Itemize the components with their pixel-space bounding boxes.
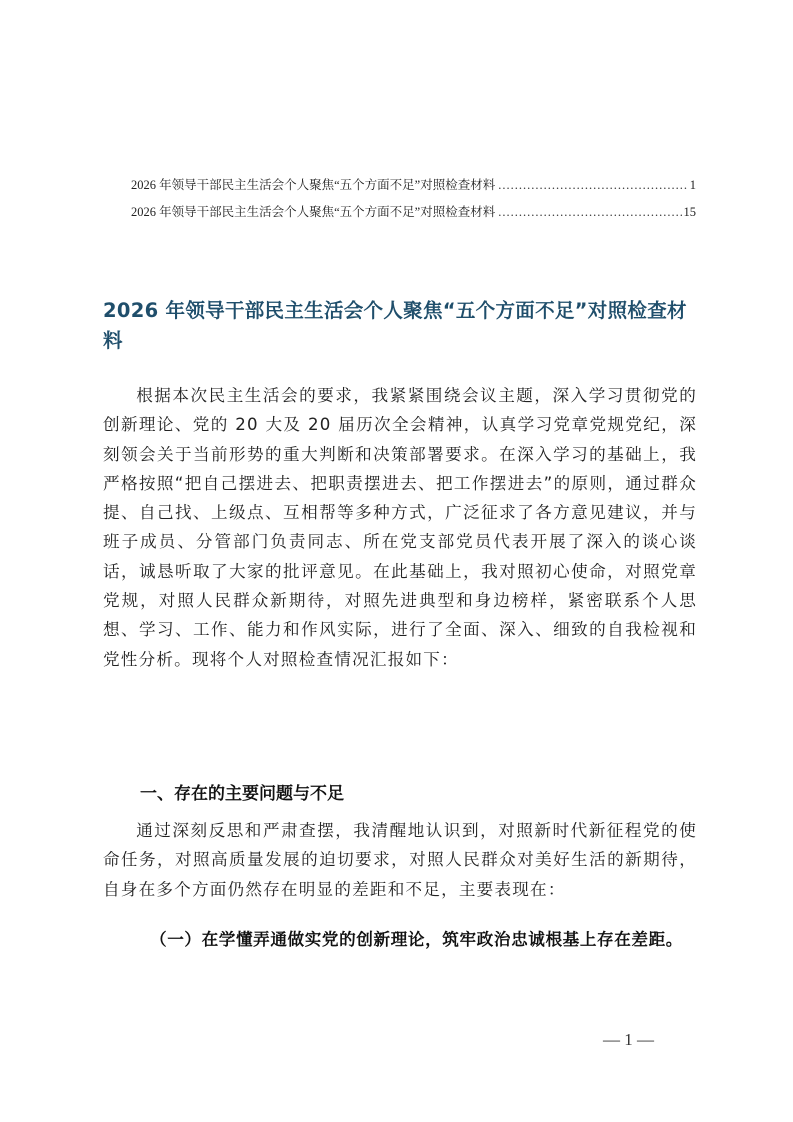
toc-entry[interactable]	[131, 172, 696, 199]
toc-entry-page: 15	[683, 205, 696, 219]
toc-entry-title: 2026 年领导干部民主生活会个人聚焦“五个方面不足”对照检查材料	[131, 205, 496, 219]
intro-paragraph-block	[103, 381, 697, 674]
table-of-contents	[131, 172, 696, 226]
subsection-heading: （一）在学懂弄通做实党的创新理论，筑牢政治忠诚根基上存在差距。	[150, 930, 684, 949]
intro-paragraph: 根据本次民主生活会的要求，我紧紧围绕会议主题，深入学习贯彻党的创新理论、党的 20 大及 20 届历次全会精神，认真学习党章党规党纪，深刻领会关于当前形势的重大判断和决策部署要求。在深入学习的基础上，我严格按照“把自己摆进去、把职责摆进去、把工作摆进去”的原则，通过群众提、自己找、上级点、互相帮等多种方式，广泛征求了各方意见建议，并与班子成员、分管部门负责同志、所在党支部党员代表开展了深入的谈心谈话，诚恳听取了大家的批评意见。在此基础上，我对照初心使命，对照党章党规，对照人民群众新期待，对照先进典型和身边榜样，紧密联系个人思想、学习、工作、能力和作风实际，进行了全面、深入、细致的自我检视和党性分析。现将个人对照检查情况汇报如下：	[103, 386, 697, 669]
toc-entry-title: 2026 年领导干部民主生活会个人聚焦“五个方面不足”对照检查材料	[131, 178, 496, 192]
toc-leader-dots	[498, 172, 688, 199]
page-number: — 1 —	[603, 1030, 654, 1049]
toc-entry-page: 1	[689, 178, 696, 192]
section-paragraph: 通过深刻反思和严肃查摆，我清醒地认识到，对照新时代新征程党的使命任务，对照高质量发展的迫切要求，对照人民群众对美好生活的新期待，自身在多个方面仍然存在明显的差距和不足，主要表现在：	[103, 821, 697, 899]
toc-leader-dots	[498, 199, 681, 226]
toc-entry[interactable]	[131, 199, 696, 226]
section-heading: 一、存在的主要问题与不足	[140, 784, 344, 804]
section-paragraph-block	[103, 816, 697, 904]
document-title: 2026 年领导干部民主生活会个人聚焦“五个方面不足”对照检查材料	[103, 299, 687, 352]
